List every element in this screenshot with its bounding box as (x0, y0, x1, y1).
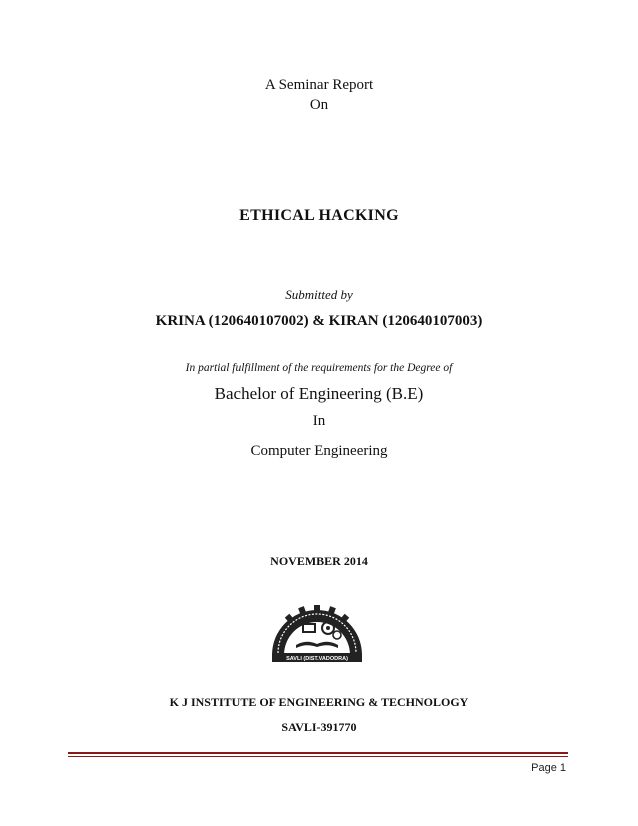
degree-name: Bachelor of Engineering (B.E) (214, 384, 424, 403)
institute-logo (266, 585, 368, 663)
authors: KRINA (120640107002) & KIRAN (120640107003) (155, 313, 483, 329)
on-label: On (309, 97, 329, 113)
partial-fulfillment-text: In partial fulfillment of the requirements for the Degree of (185, 362, 453, 374)
institute-city: SAVLI-391770 (281, 720, 357, 734)
department-name: Computer Engineering (250, 443, 388, 459)
report-title: ETHICAL HACKING (239, 207, 399, 224)
page-number: Page 1 (531, 762, 566, 774)
report-type: A Seminar Report (264, 77, 374, 93)
in-label: In (312, 413, 326, 429)
svg-text:SAVLI (DIST.VADODRA): SAVLI (DIST.VADODRA) (286, 656, 348, 662)
submitted-by-label: Submitted by (285, 287, 353, 302)
submission-date: NOVEMBER 2014 (270, 554, 368, 568)
institute-name: K J INSTITUTE OF ENGINEERING & TECHNOLOGY (169, 695, 469, 709)
footer-rule-thin (68, 756, 568, 757)
footer-rule (68, 752, 568, 754)
